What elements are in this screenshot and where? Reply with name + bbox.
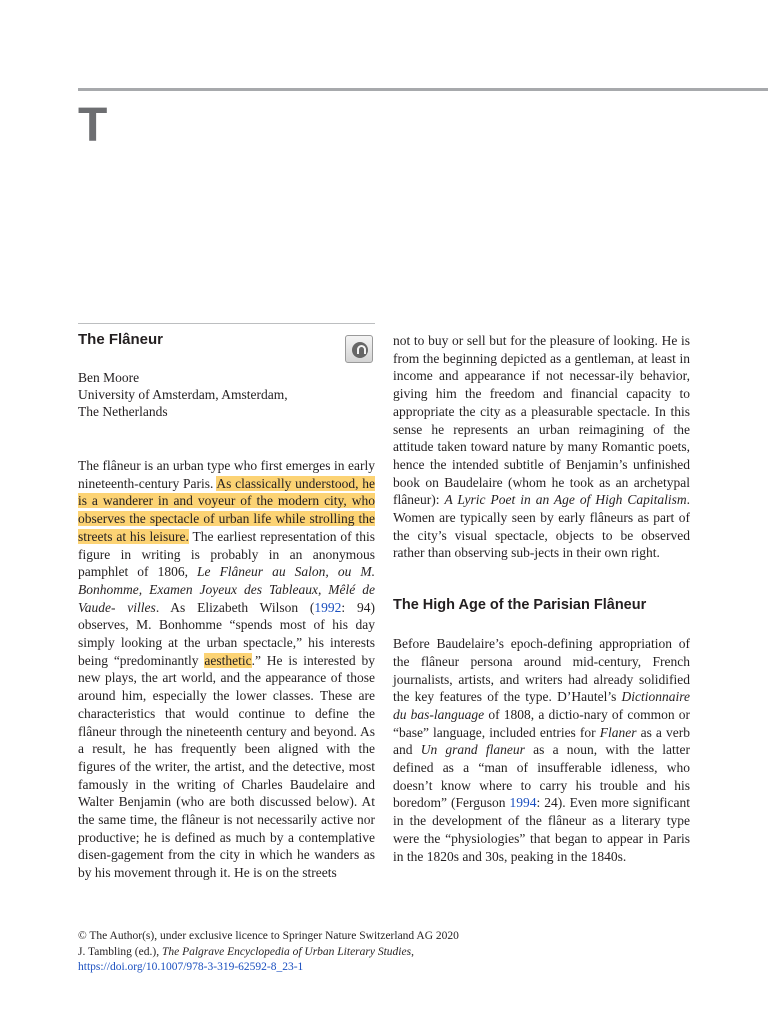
- crossmark-icon[interactable]: [345, 335, 373, 363]
- author-name: Ben Moore: [78, 370, 140, 385]
- affiliation-line-2: The Netherlands: [78, 404, 168, 419]
- pamphlet-title: Le Flâneur au Salon, ou M. Bonhomme, Examen Joyeux des Tableaux, Mêlé de Vaude- villes: [78, 564, 375, 615]
- citation-link-1994[interactable]: 1994: [509, 795, 537, 811]
- section-heading: The High Age of the Parisian Flâneur: [393, 597, 647, 614]
- affiliation-line-1: University of Amsterdam, Amsterdam,: [78, 387, 288, 402]
- doi-link[interactable]: https://doi.org/10.1007/978-3-319-62592-8_23-1: [78, 961, 304, 973]
- copyright-line: © The Author(s), under exclusive licence to Springer Nature Switzerland AG 2020: [78, 930, 459, 942]
- top-rule: [78, 88, 768, 91]
- body-column-left: [78, 457, 375, 882]
- author-block: [78, 369, 288, 420]
- citation-link-1992[interactable]: 1992: [314, 599, 342, 615]
- entry-title: The Flâneur: [78, 331, 164, 348]
- body-column-right: [393, 332, 690, 865]
- footer: [78, 929, 459, 976]
- highlighted-passage: As classically understood, he is a wanderer in and voyeur of the modern city, who observes the spectacle of urban life while strolling the streets at his leisure.: [78, 475, 375, 544]
- title-rule: [78, 323, 375, 324]
- highlighted-word: aesthetic: [204, 652, 252, 668]
- dictionary-title: Dictionnaire du bas-language: [393, 689, 690, 722]
- book-title: A Lyric Poet in an Age of High Capitalism: [444, 492, 687, 508]
- section-letter: T: [78, 99, 108, 152]
- paragraph-1-part-2: not to buy or sell but for the pleasure of looking. He is from the beginning depicted as a gentleman, at least in income and appearance if not necessar-ily behavior, giving him the freedom and financial capacity to appropriate the city as a pleasurable spectacle. In this sense he represents an urban reimagining of the attitude taken toward nature by many Romantic poets, hence the intended subtitle of Benjamin’s unfinished book on Baudelaire (whom he took as an archetypal flâneur): A Lyric Poet in an Age of High Capitalism. Women are typically seen by early flâneurs as part of the city’s visual spectacle, objects to be observed rather than observing sub-jects in their own right.: [393, 333, 690, 561]
- paragraph-2: Before Baudelaire’s epoch-defining appropriation of the flâneur persona around mid-century, French journalists, artists, and writers had already solidified the key features of the type. D’Hautel’s Dictionnaire du bas-language of 1808, a dictio-nary of common or “base” language, included entries for Flaner as a verb and Un grand flaneur as a noun, with the latter defined as a “man of insufferable idleness, who doesn’t know where to carry his trouble and his boredom” (Ferguson 1994: 24). Even more significant in the development of the flâneur as a literary type were the “physiologies” that began to appear in Paris in the 1820s and 30s, peaking in the 1840s.: [393, 636, 691, 864]
- citation-line: J. Tambling (ed.), The Palgrave Encyclopedia of Urban Literary Studies,: [78, 945, 414, 958]
- paragraph-1-part-1: The flâneur is an urban type who first emerges in early nineteenth-century Paris. As classically understood, he is a wanderer in and voyeur of the modern city, who observes the spectacle of urban life while strolling the streets at his leisure. The earliest representation of this figure in writing is probably in an anonymous pamphlet of 1806, Le Flâneur au Salon, ou M. Bonhomme, Examen Joyeux des Tableaux, Mêlé de Vaude- villes. As Elizabeth Wilson (1992: 94) observes, M. Bonhomme “spends most of his day simply looking at the urban spectacle,” his interests being “predominantly aesthetic.” He is interested by new plays, the art world, and the appearance of those around him, especially the lower classes. These are characteristics that would continue to define the flâneur through the nineteenth century and beyond. As a result, he has frequently been aligned with the figures of the writer, the artist, and the detective, most famously in the writing of Charles Baudelaire and Walter Benjamin (who are both discussed below). At the same time, the flâneur is not necessarily active nor productive; he is defined as much by a contemplative disen-gagement from the city in which he wanders as by his movement through it. He is on the streets: [78, 458, 376, 881]
